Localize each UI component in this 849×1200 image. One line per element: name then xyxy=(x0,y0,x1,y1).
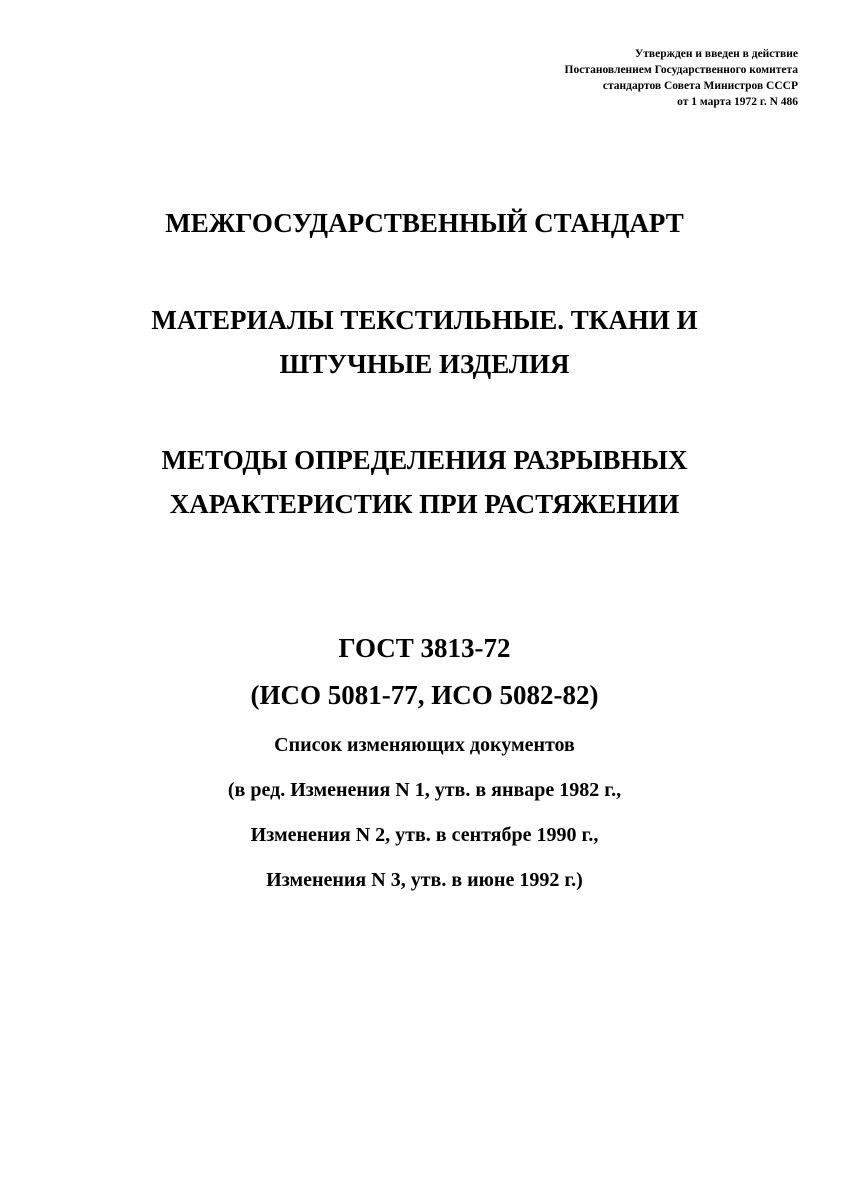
approval-line-4: от 1 марта 1972 г. N 486 xyxy=(677,96,798,108)
changes-line-1: (в ред. Изменения N 1, утв. в январе 1982 г., xyxy=(227,779,622,801)
approval-line-1: Утвержден и введен в действие xyxy=(634,48,798,60)
approval-line-3: стандартов Совета Министров СССР xyxy=(602,80,798,92)
gost-number: ГОСТ 3813-72 xyxy=(338,633,511,663)
document-heading xyxy=(0,203,849,243)
title-part-1 xyxy=(0,298,849,386)
title-part-2 xyxy=(0,438,849,526)
changes-list xyxy=(0,723,849,903)
approval-note xyxy=(565,46,799,110)
approval-line-2: Постановлением Государственного комитета xyxy=(564,64,798,76)
changes-line-2: Изменения N 2, утв. в сентябре 1990 г., xyxy=(250,824,599,846)
changes-heading: Список изменяющих документов xyxy=(274,734,575,756)
title-part-2-line-1: МЕТОДЫ ОПРЕДЕЛЕНИЯ РАЗРЫВНЫХ xyxy=(161,445,688,475)
heading-text: МЕЖГОСУДАРСТВЕННЫЙ СТАНДАРТ xyxy=(165,208,684,238)
title-part-2-line-2: ХАРАКТЕРИСТИК ПРИ РАСТЯЖЕНИИ xyxy=(169,489,680,519)
changes-line-3: Изменения N 3, утв. в июне 1992 г.) xyxy=(266,869,583,891)
title-part-1-line-1: МАТЕРИАЛЫ ТЕКСТИЛЬНЫЕ. ТКАНИ И xyxy=(151,305,698,335)
iso-references: (ИСО 5081-77, ИСО 5082-82) xyxy=(250,680,599,710)
title-part-1-line-2: ШТУЧНЫЕ ИЗДЕЛИЯ xyxy=(279,349,570,379)
